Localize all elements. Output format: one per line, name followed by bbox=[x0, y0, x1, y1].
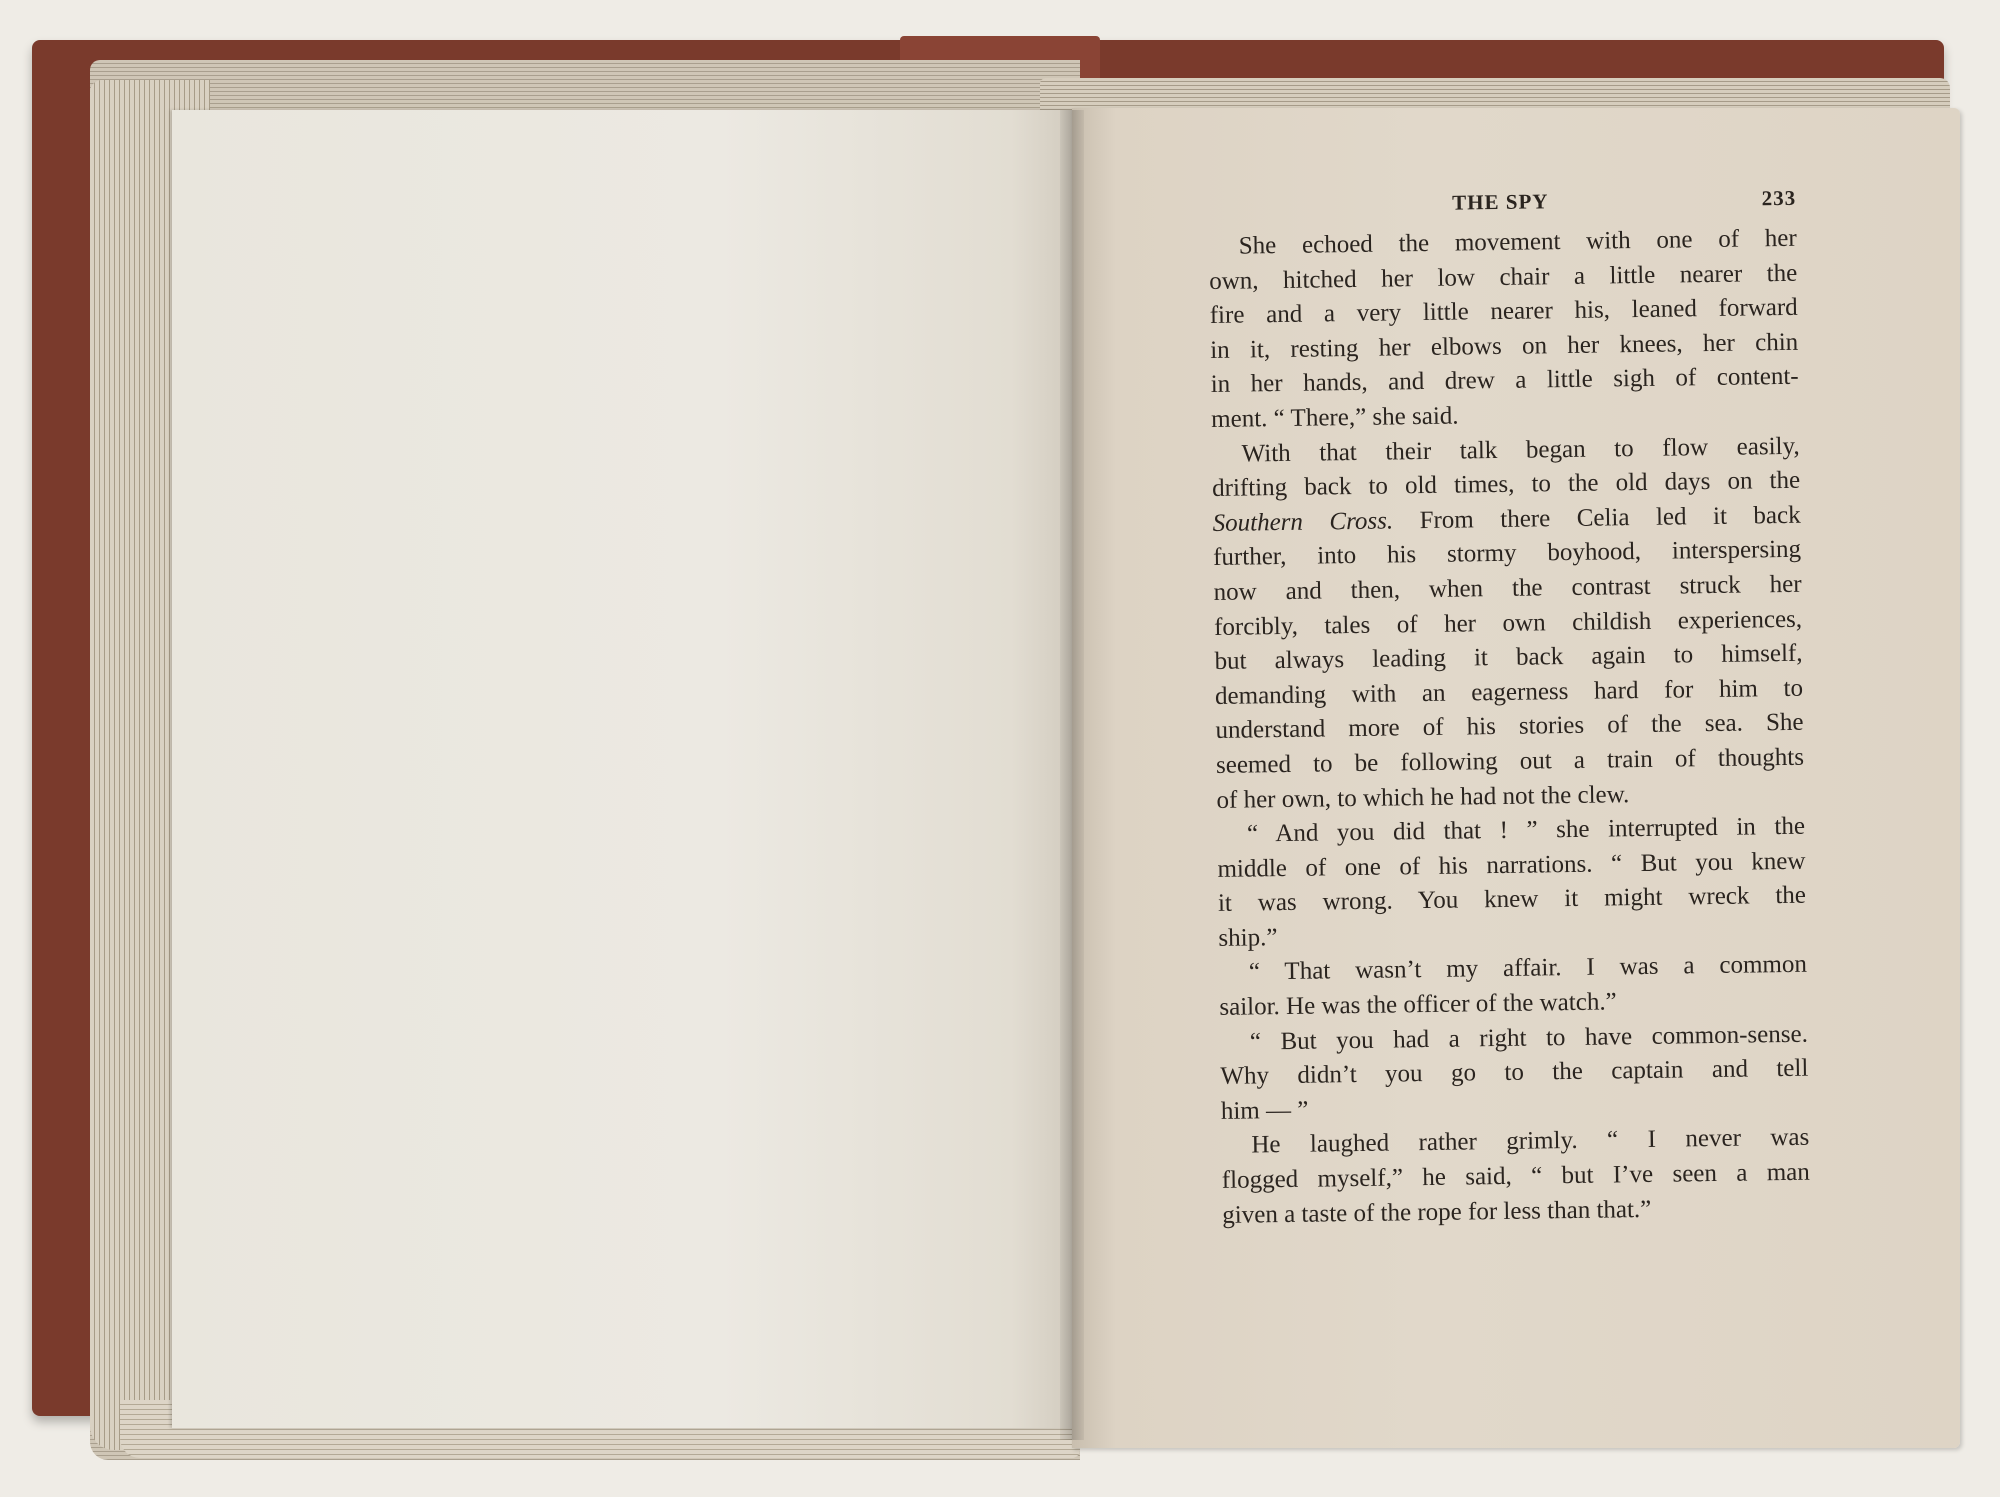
text-line: but always leading it back again to himself, bbox=[1214, 639, 1803, 676]
blank-left-page bbox=[172, 110, 1084, 1428]
page-text-block bbox=[1208, 182, 1811, 1250]
text-line: fire and a very little nearer his, leaned forward bbox=[1209, 293, 1798, 330]
text-line: own, hitched her low chair a little nearer the bbox=[1209, 259, 1798, 295]
text-line: “ That wasn’t my affair. I was a common bbox=[1248, 951, 1808, 986]
text-line: in it, resting her elbows on her knees, her chin bbox=[1210, 328, 1799, 364]
text-line: it was wrong. You knew it might wreck the bbox=[1217, 882, 1807, 918]
text-line: forcibly, tales of her own childish experiences, bbox=[1213, 605, 1803, 641]
text-line: ship.” bbox=[1218, 923, 1278, 952]
text-line: now and then, when the contrast struck her bbox=[1213, 570, 1802, 606]
text-line: drifting back to old times, to the old days on the bbox=[1211, 466, 1801, 503]
page-number: 233 bbox=[1761, 185, 1797, 211]
text-line: understand more of his stories of the sea. She bbox=[1215, 709, 1804, 745]
running-head-title: THE SPY bbox=[1452, 189, 1549, 215]
text-line: He laughed rather grimly. “ I never was bbox=[1251, 1124, 1810, 1159]
text-line: With that their talk began to flow easily, bbox=[1241, 432, 1800, 468]
body-text bbox=[1209, 222, 1811, 1233]
text-line: further, into his stormy boyhood, interspersing bbox=[1212, 536, 1802, 572]
text-line: She echoed the movement with one of her bbox=[1238, 224, 1797, 260]
text-line: sailor. He was the officer of the watch.” bbox=[1219, 988, 1617, 1021]
text-line: of her own, to which he had not the clew. bbox=[1216, 780, 1630, 814]
text-line: flogged myself,” he said, “ but I’ve seen a man bbox=[1221, 1158, 1810, 1194]
text-line: demanding with an eagerness hard for him to bbox=[1214, 674, 1804, 710]
text-line: ment. “ There,” she said. bbox=[1211, 402, 1459, 433]
text-line: in her hands, and drew a little sigh of content- bbox=[1210, 363, 1799, 399]
book-gutter bbox=[1060, 110, 1084, 1440]
italic-title: Southern Cross. bbox=[1212, 507, 1394, 537]
text-line: seemed to be following out a train of thoughts bbox=[1215, 743, 1805, 779]
text-line: middle of one of his narrations. “ But you knew bbox=[1217, 847, 1806, 883]
text-line: “ And you did that ! ” she interrupted in the bbox=[1246, 812, 1806, 848]
text-line: “ But you had a right to have common-sense. bbox=[1249, 1020, 1809, 1056]
running-head bbox=[1208, 182, 1797, 230]
line-text: From there Celia led it back bbox=[1392, 501, 1801, 535]
text-line: him — ” bbox=[1220, 1096, 1309, 1125]
text-line: given a taste of the rope for less than that.” bbox=[1222, 1195, 1652, 1229]
text-line: Why didn’t you go to the captain and tell bbox=[1220, 1054, 1809, 1091]
